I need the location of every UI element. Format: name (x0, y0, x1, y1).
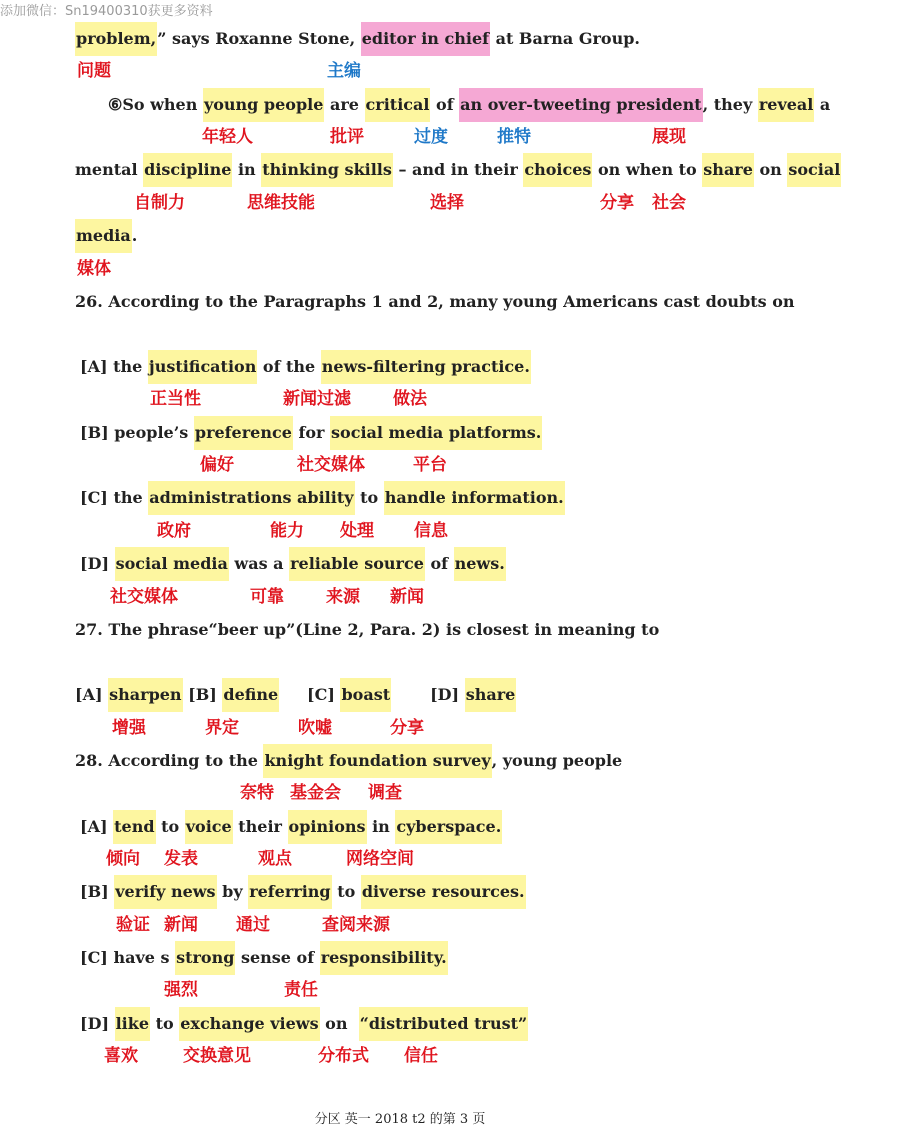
chinese-gloss: 过度 (414, 127, 448, 147)
text-segment: [D] (80, 1014, 115, 1033)
chinese-gloss: 批评 (330, 127, 364, 147)
chinese-gloss: 调查 (368, 783, 402, 803)
highlighted-phrase: diverse resources. (361, 875, 526, 909)
chinese-gloss: 自制力 (134, 193, 185, 213)
chinese-gloss: 强烈 (164, 980, 198, 1000)
chinese-gloss: 倾向 (106, 849, 140, 869)
highlighted-phrase: boast (340, 678, 391, 712)
chinese-gloss: 发表 (164, 849, 198, 869)
chinese-gloss: 吹嘘 (298, 718, 332, 738)
highlighted-phrase: strong (175, 941, 235, 975)
highlighted-phrase: thinking skills (261, 153, 393, 187)
chinese-gloss: 分享 (390, 718, 424, 738)
highlighted-phrase: social (787, 153, 841, 187)
gloss-line (0, 715, 800, 741)
gloss-line (0, 846, 800, 872)
highlighted-phrase: reliable source (289, 547, 425, 581)
text-segment: [D] (80, 554, 115, 573)
highlighted-phrase: an over-tweeting president (459, 88, 702, 122)
text-segment: in (366, 817, 396, 836)
highlighted-phrase: reveal (758, 88, 815, 122)
highlighted-phrase: justification (148, 350, 257, 384)
chinese-gloss: 奈特 (240, 783, 274, 803)
chinese-gloss: 新闻过滤 (283, 389, 351, 409)
text-segment: [A] (75, 685, 109, 704)
highlighted-phrase: sharpen (108, 678, 182, 712)
chinese-gloss: 新闻 (390, 587, 424, 607)
highlighted-phrase: “distributed trust” (359, 1007, 529, 1041)
highlighted-phrase: like (115, 1007, 150, 1041)
gloss-line (0, 452, 800, 478)
text-segment: to (150, 1014, 180, 1033)
highlighted-phrase: editor in chief (361, 22, 490, 56)
text-segment: 26. According to the Paragraphs 1 and 2, many young Americans cast doubts on (75, 292, 795, 311)
gloss-line (0, 386, 800, 412)
text-line (0, 875, 880, 909)
text-line (0, 1007, 880, 1041)
highlighted-phrase: voice (185, 810, 233, 844)
chinese-gloss: 媒体 (77, 259, 111, 279)
highlighted-phrase: define (222, 678, 279, 712)
highlighted-phrase: tend (113, 810, 155, 844)
chinese-gloss: 喜欢 (104, 1046, 138, 1066)
chinese-gloss: 来源 (326, 587, 360, 607)
gloss-line (0, 518, 800, 544)
chinese-gloss: 展现 (652, 127, 686, 147)
chinese-gloss: 平台 (413, 455, 447, 475)
highlighted-phrase: choices (523, 153, 592, 187)
text-segment: on when to (592, 160, 703, 179)
highlighted-phrase: young people (203, 88, 324, 122)
chinese-gloss: 正当性 (150, 389, 201, 409)
highlighted-phrase: preference (194, 416, 293, 450)
chinese-gloss: 查阅来源 (322, 915, 390, 935)
text-line (0, 810, 880, 844)
text-segment: 28. According to the (75, 751, 264, 770)
chinese-gloss: 做法 (393, 389, 427, 409)
highlighted-phrase: share (465, 678, 517, 712)
text-line (0, 678, 875, 712)
text-segment: ” says Roxanne Stone, (157, 29, 361, 48)
text-segment: ⑥So when (108, 95, 203, 114)
highlighted-phrase: knight foundation survey (263, 744, 491, 778)
text-segment: [A] (80, 817, 114, 836)
highlighted-phrase: responsibility. (320, 941, 448, 975)
gloss-line (0, 977, 800, 1003)
text-line (0, 613, 875, 647)
highlighted-phrase: social media platforms. (330, 416, 542, 450)
highlighted-phrase: handle information. (384, 481, 565, 515)
text-line (0, 941, 880, 975)
text-segment: [C] have s (80, 948, 176, 967)
text-segment: of (430, 95, 460, 114)
text-segment: sense of (235, 948, 320, 967)
text-line (0, 285, 875, 319)
gloss-line (0, 58, 800, 84)
text-segment: of (424, 554, 454, 573)
text-line (0, 350, 880, 384)
chinese-gloss: 能力 (270, 521, 304, 541)
chinese-gloss: 界定 (205, 718, 239, 738)
text-segment: in (232, 160, 262, 179)
gloss-line (0, 584, 800, 610)
text-segment: [B] people’s (80, 423, 194, 442)
text-segment: [C] the (80, 488, 149, 507)
watermark-text: 添加微信：Sn19400310获更多资料 (0, 4, 213, 19)
gloss-line (0, 190, 800, 216)
gloss-line (0, 912, 800, 938)
chinese-gloss: 分布式 (318, 1046, 369, 1066)
text-segment: at Barna Group. (490, 29, 640, 48)
text-segment: mental (75, 160, 144, 179)
chinese-gloss: 推特 (497, 127, 531, 147)
chinese-gloss: 处理 (340, 521, 374, 541)
chinese-gloss: 分享 (600, 193, 634, 213)
chinese-gloss: 选择 (430, 193, 464, 213)
highlighted-phrase: referring (248, 875, 331, 909)
chinese-gloss: 增强 (112, 718, 146, 738)
chinese-gloss: 观点 (258, 849, 292, 869)
chinese-gloss: 信息 (414, 521, 448, 541)
gloss-line (0, 124, 800, 150)
chinese-gloss: 主编 (327, 61, 361, 81)
chinese-gloss: 可靠 (250, 587, 284, 607)
text-segment: [B] (182, 685, 223, 704)
text-segment: , young people (491, 751, 623, 770)
text-segment: [C] (279, 685, 341, 704)
chinese-gloss: 政府 (157, 521, 191, 541)
chinese-gloss: 思维技能 (247, 193, 315, 213)
chinese-gloss: 责任 (284, 980, 318, 1000)
text-segment: on (753, 160, 788, 179)
text-segment: 27. The phrase“beer up”(Line 2, Para. 2) is closest in meaning to (75, 620, 660, 639)
text-segment: a (814, 95, 831, 114)
highlighted-phrase: cyberspace. (395, 810, 502, 844)
chinese-gloss: 社交媒体 (297, 455, 365, 475)
chinese-gloss: 通过 (236, 915, 270, 935)
text-segment: to (155, 817, 185, 836)
text-line (0, 481, 880, 515)
text-segment: [A] the (80, 357, 148, 376)
text-segment: [B] (80, 882, 115, 901)
page-footer: 分区 英一 2018 t2 的第 3 页 (314, 1112, 486, 1127)
text-line (0, 416, 880, 450)
text-segment: – and in their (392, 160, 524, 179)
chinese-gloss: 社会 (652, 193, 686, 213)
text-segment: to (354, 488, 384, 507)
text-segment: [D] (391, 685, 465, 704)
highlighted-phrase: administrations ability (148, 481, 354, 515)
chinese-gloss: 网络空间 (346, 849, 414, 869)
highlighted-phrase: exchange views (179, 1007, 319, 1041)
highlighted-phrase: critical (365, 88, 431, 122)
chinese-gloss: 社交媒体 (110, 587, 178, 607)
highlighted-phrase: verify news (114, 875, 216, 909)
highlighted-phrase: problem, (75, 22, 157, 56)
chinese-gloss: 问题 (77, 61, 111, 81)
chinese-gloss: 新闻 (164, 915, 198, 935)
highlighted-phrase: social media (115, 547, 229, 581)
text-segment: to (331, 882, 361, 901)
gloss-line (0, 1043, 800, 1069)
text-segment: of the (257, 357, 321, 376)
text-line (0, 219, 875, 253)
text-line (0, 88, 908, 122)
chinese-gloss: 偏好 (200, 455, 234, 475)
highlighted-phrase: share (702, 153, 754, 187)
text-line (0, 153, 875, 187)
highlighted-phrase: news. (454, 547, 506, 581)
text-segment: . (131, 226, 138, 245)
highlighted-phrase: news-filtering practice. (321, 350, 531, 384)
text-segment: on (319, 1014, 359, 1033)
text-segment: by (216, 882, 249, 901)
text-segment: for (292, 423, 331, 442)
gloss-line (0, 256, 800, 282)
chinese-gloss: 基金会 (290, 783, 341, 803)
chinese-gloss: 年轻人 (202, 127, 253, 147)
text-segment: are (324, 95, 365, 114)
chinese-gloss: 验证 (116, 915, 150, 935)
text-line (0, 22, 875, 56)
highlighted-phrase: discipline (143, 153, 232, 187)
highlighted-phrase: media (75, 219, 132, 253)
chinese-gloss: 信任 (404, 1046, 438, 1066)
gloss-line (0, 780, 800, 806)
text-segment: their (232, 817, 288, 836)
highlighted-phrase: opinions (288, 810, 367, 844)
text-line (0, 547, 880, 581)
text-line (0, 744, 875, 778)
chinese-gloss: 交换意见 (183, 1046, 251, 1066)
text-segment: was a (228, 554, 290, 573)
text-segment: , they (702, 95, 758, 114)
